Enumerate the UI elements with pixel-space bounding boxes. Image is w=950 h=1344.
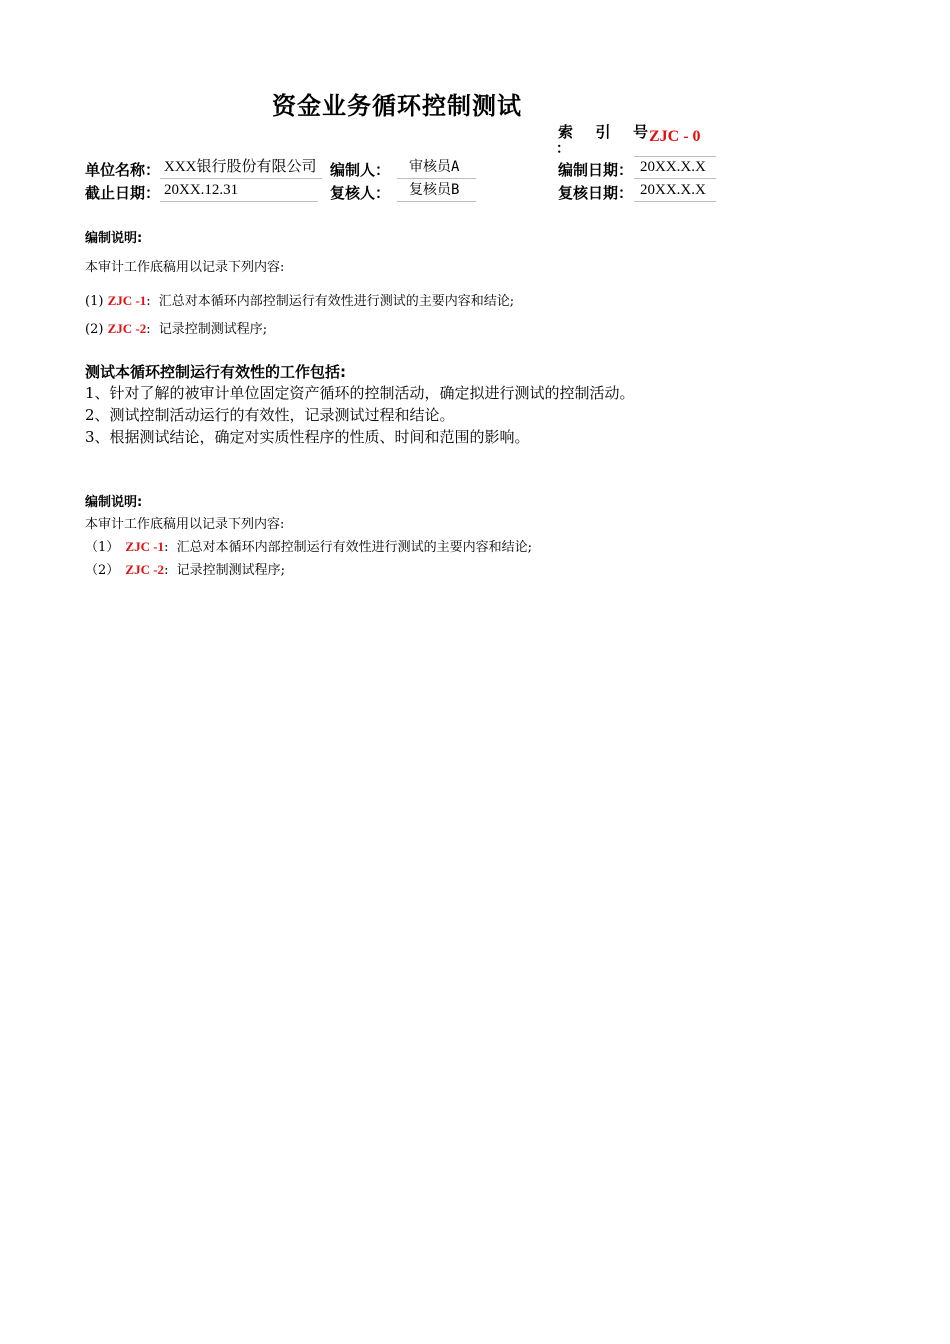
page-title: 资金业务循环控制测试 xyxy=(272,92,522,120)
code-zjc-1: ZJC -1 xyxy=(125,539,165,554)
notes2-item: （2） ZJC -2: 记录控制测试程序; xyxy=(85,562,285,578)
reviewer-label: 复核人： xyxy=(330,184,391,202)
work-item: 3、根据测试结论，确定对实质性程序的性质、时间和范围的影响。 xyxy=(85,428,530,446)
cutoff-date-label: 截止日期： xyxy=(85,184,161,202)
unit-name-label: 单位名称： xyxy=(85,161,161,179)
notes2-item: （1） ZJC -1: 汇总对本循环内部控制运行有效性进行测试的主要内容和结论; xyxy=(85,539,532,555)
prep-date-label: 编制日期： xyxy=(558,161,634,179)
preparer-label: 编制人： xyxy=(330,161,391,179)
preparer-value: 审核员A xyxy=(397,157,476,179)
notes2-heading: 编制说明: xyxy=(85,495,143,510)
code-zjc-2: ZJC -2 xyxy=(107,321,147,336)
work-item: 1、针对了解的被审计单位固定资产循环的控制活动，确定拟进行测试的控制活动。 xyxy=(85,384,635,402)
notes1-item: (1) ZJC -1: 汇总对本循环内部控制运行有效性进行测试的主要内容和结论; xyxy=(85,293,515,309)
notes1-intro: 本审计工作底稿用以记录下列内容: xyxy=(85,260,285,275)
code-zjc-1: ZJC -1 xyxy=(107,293,147,308)
unit-name-value: XXX银行股份有限公司 xyxy=(160,157,322,179)
review-date-label: 复核日期： xyxy=(558,184,634,202)
work-item: 2、测试控制活动运行的有效性，记录测试过程和结论。 xyxy=(85,406,455,424)
notes1-heading: 编制说明: xyxy=(85,231,143,246)
index-label: 索 引 号 xyxy=(558,123,648,141)
index-colon: ： xyxy=(556,141,570,157)
notes1-item: (2) ZJC -2: 记录控制测试程序; xyxy=(85,321,268,337)
notes2-intro: 本审计工作底稿用以记录下列内容: xyxy=(85,517,285,532)
reviewer-value: 复核员B xyxy=(397,180,476,202)
review-date-value: 20XX.X.X xyxy=(634,180,716,202)
cutoff-date-value: 20XX.12.31 xyxy=(160,180,318,202)
code-zjc-2: ZJC -2 xyxy=(125,562,165,577)
prep-date-value: 20XX.X.X xyxy=(634,157,716,179)
index-value: ZJC - 0 xyxy=(649,128,701,145)
work-heading: 测试本循环控制运行有效性的工作包括: xyxy=(85,363,347,381)
